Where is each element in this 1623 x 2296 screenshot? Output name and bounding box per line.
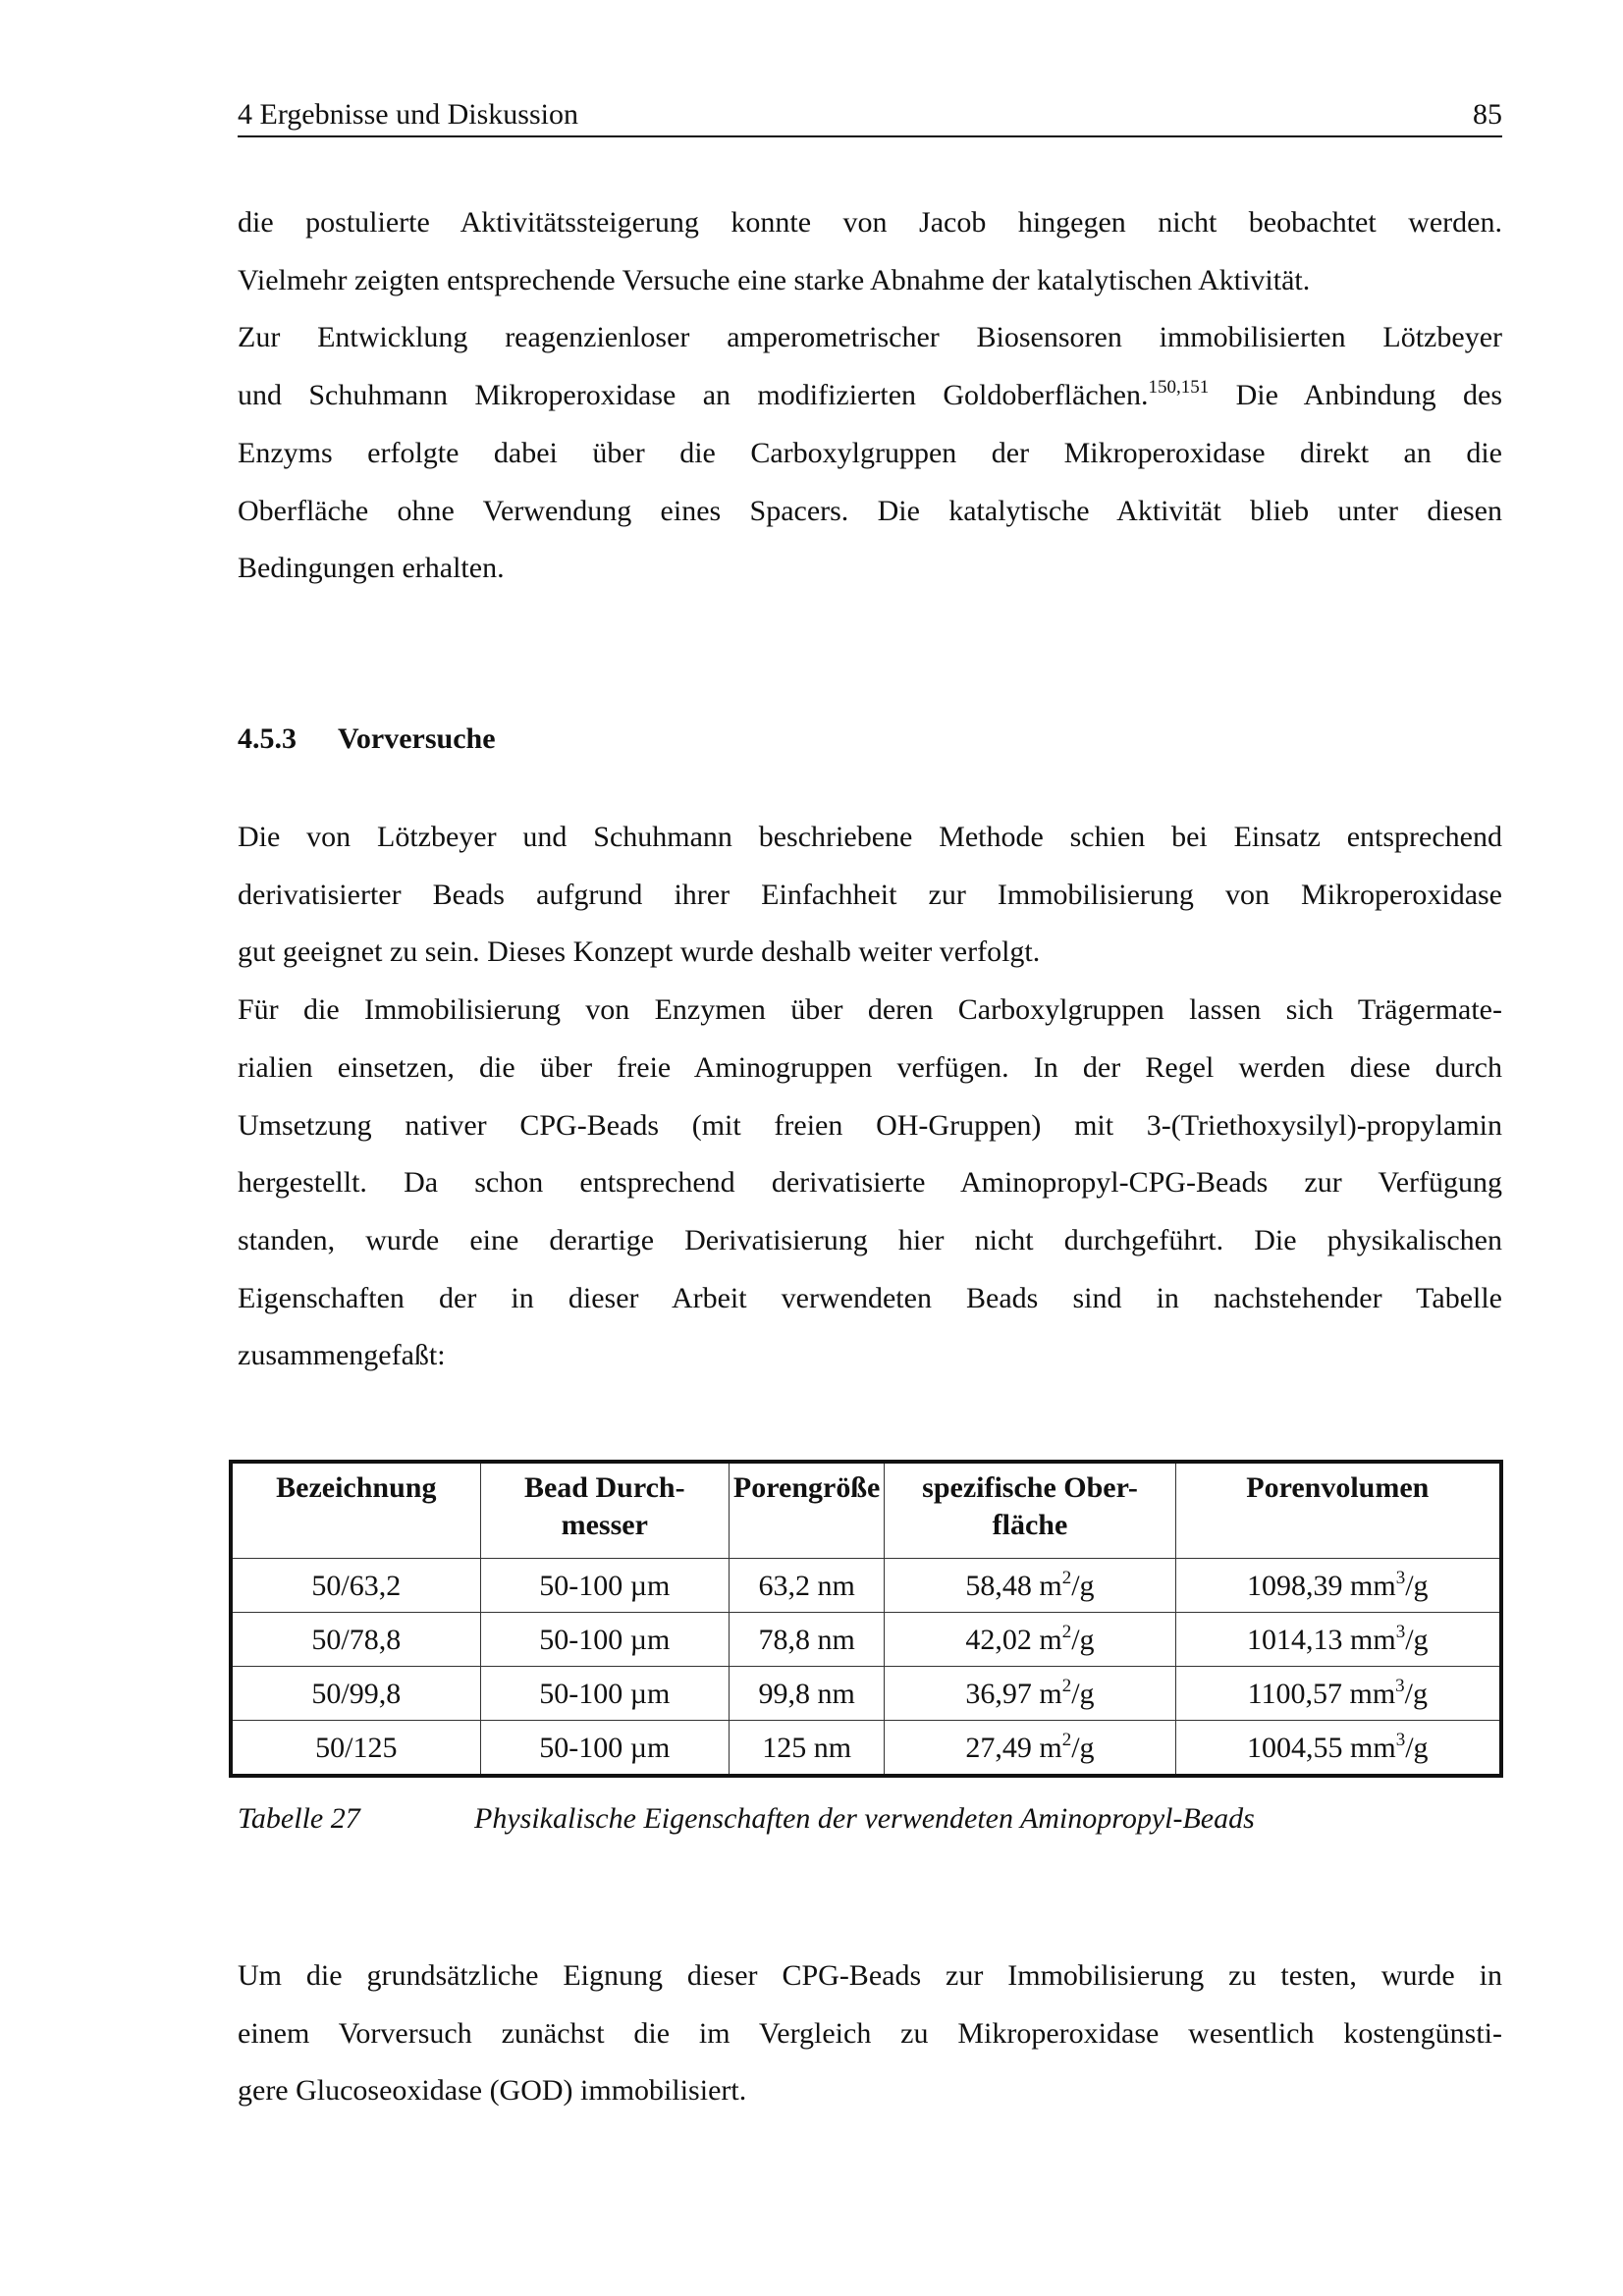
value: 36,97 m [965,1678,1062,1710]
text-line: die postulierte Aktivitätssteigerung konnte von Jacob hingegen nicht beobachtet werden. [238,206,1502,239]
text-line: einem Vorversuch zunächst die im Vergleich zu Mikroperoxidase wesentlich kostengünsti- [238,2016,1502,2050]
text-line: gere Glucoseoxidase (GOD) immobilisiert. [238,2074,747,2108]
cell-name: 50/78,8 [231,1613,480,1667]
cell-pore: 125 nm [729,1721,884,1777]
cell-surface [885,1559,1175,1613]
text-line: Um die grundsätzliche Eignung dieser CPG-Beads zur Immobilisierung zu testen, wurde in [238,1959,1502,1992]
cell-name: 50/99,8 [231,1667,480,1721]
cell-surface [885,1721,1175,1777]
running-header [238,98,1502,137]
section-title: Vorversuche [338,722,496,755]
unit: /g [1404,1678,1429,1710]
caption-text: Physikalische Eigenschaften der verwendeten Aminopropyl-Beads [474,1802,1255,1835]
cell-pore: 63,2 nm [729,1559,884,1613]
exponent: 2 [1061,1730,1072,1750]
citation-superscript: 150,151 [1148,377,1210,399]
text-segment: Die Anbindung des [1209,379,1502,412]
text-line: Eigenschaften der in dieser Arbeit verwendeten Beads sind in nachstehender Tabelle [238,1281,1502,1314]
text-line: standen, wurde eine derartige Derivatisierung hier nicht durchgeführt. Die physikalischen [238,1223,1502,1256]
text-segment: und Schuhmann Mikroperoxidase an modifizierten Goldoberflächen. [238,379,1149,412]
unit: /g [1405,1570,1429,1602]
value: 1100,57 mm [1247,1678,1396,1710]
exponent: 2 [1061,1568,1072,1588]
text-line [238,376,1502,415]
chapter-title: 4 Ergebnisse und Diskussion [238,98,578,131]
value: 42,02 m [965,1624,1062,1656]
section-heading [238,722,496,756]
cell-pore: 99,8 nm [729,1667,884,1721]
cell-name: 50/63,2 [231,1559,480,1613]
table-row [231,1613,1501,1667]
value: 27,49 m [965,1732,1062,1764]
exponent: 3 [1395,1676,1405,1696]
column-header: Bezeichnung [231,1462,480,1559]
value: 58,48 m [965,1570,1062,1602]
exponent: 3 [1395,1730,1406,1750]
text-line: Oberfläche ohne Verwendung eines Spacers. Die katalytische Aktivität blieb unter diesen [238,494,1502,527]
page-number: 85 [1473,98,1502,131]
value: 1004,55 mm [1247,1732,1396,1764]
cell-surface [885,1613,1175,1667]
text-line: Für die Immobilisierung von Enzymen über deren Carboxylgruppen lassen sich Trägermate- [238,993,1502,1027]
cell-diameter: 50-100 µm [480,1721,729,1777]
cell-diameter: 50-100 µm [480,1667,729,1721]
text-line: Die von Lötzbeyer und Schuhmann beschriebene Methode schien bei Einsatz entsprechend [238,821,1502,853]
cell-volume [1175,1559,1501,1613]
table-row [231,1559,1501,1613]
column-header: Bead Durch- messer [480,1462,729,1559]
exponent: 2 [1061,1622,1072,1642]
cell-surface [885,1667,1175,1721]
bead-properties-table [229,1460,1503,1778]
text-line: zusammengefaßt: [238,1339,446,1372]
cell-pore: 78,8 nm [729,1613,884,1667]
cell-volume [1175,1667,1501,1721]
text-line: gut geeignet zu sein. Dieses Konzept wurde deshalb weiter verfolgt. [238,935,1041,969]
cell-volume [1175,1721,1501,1777]
text-line: Bedingungen erhalten. [238,552,505,585]
unit: /g [1071,1624,1095,1656]
exponent: 3 [1395,1568,1406,1588]
unit: /g [1071,1678,1095,1710]
exponent: 2 [1061,1676,1072,1696]
exponent: 3 [1395,1622,1406,1642]
cell-diameter: 50-100 µm [480,1613,729,1667]
text-line: Zur Entwicklung reagenzienloser amperometrischer Biosensoren immobilisierten Lötzbeyer [238,321,1502,354]
cell-volume [1175,1613,1501,1667]
column-header: Porenvolumen [1175,1462,1501,1559]
unit: /g [1405,1732,1429,1764]
text-line: Umsetzung nativer CPG-Beads (mit freien OH-Gruppen) mit 3-(Triethoxysilyl)-propylamin [238,1108,1502,1142]
caption-label: Tabelle 27 [238,1802,360,1835]
column-header: Porengröße [729,1462,884,1559]
section-number: 4.5.3 [238,722,297,755]
text-line: Enzyms erfolgte dabei über die Carboxylgruppen der Mikroperoxidase direkt an die [238,436,1502,469]
text-line: hergestellt. Da schon entsprechend derivatisierte Aminopropyl-CPG-Beads zur Verfügung [238,1166,1502,1200]
unit: /g [1071,1732,1095,1764]
text-line: derivatisierter Beads aufgrund ihrer Einfachheit zur Immobilisierung von Mikroperoxidase [238,878,1502,911]
unit: /g [1405,1624,1429,1656]
text-line: rialien einsetzen, die über freie Aminogruppen verfügen. In der Regel werden diese durch [238,1050,1502,1084]
table-row [231,1721,1501,1777]
unit: /g [1071,1570,1095,1602]
table-header-row [231,1462,1501,1559]
cell-name: 50/125 [231,1721,480,1777]
cell-diameter: 50-100 µm [480,1559,729,1613]
text-line: Vielmehr zeigten entsprechende Versuche eine starke Abnahme der katalytischen Aktivität. [238,263,1311,296]
table-row [231,1667,1501,1721]
column-header: spezifische Ober- fläche [885,1462,1175,1559]
value: 1014,13 mm [1247,1624,1396,1656]
value: 1098,39 mm [1247,1570,1396,1602]
